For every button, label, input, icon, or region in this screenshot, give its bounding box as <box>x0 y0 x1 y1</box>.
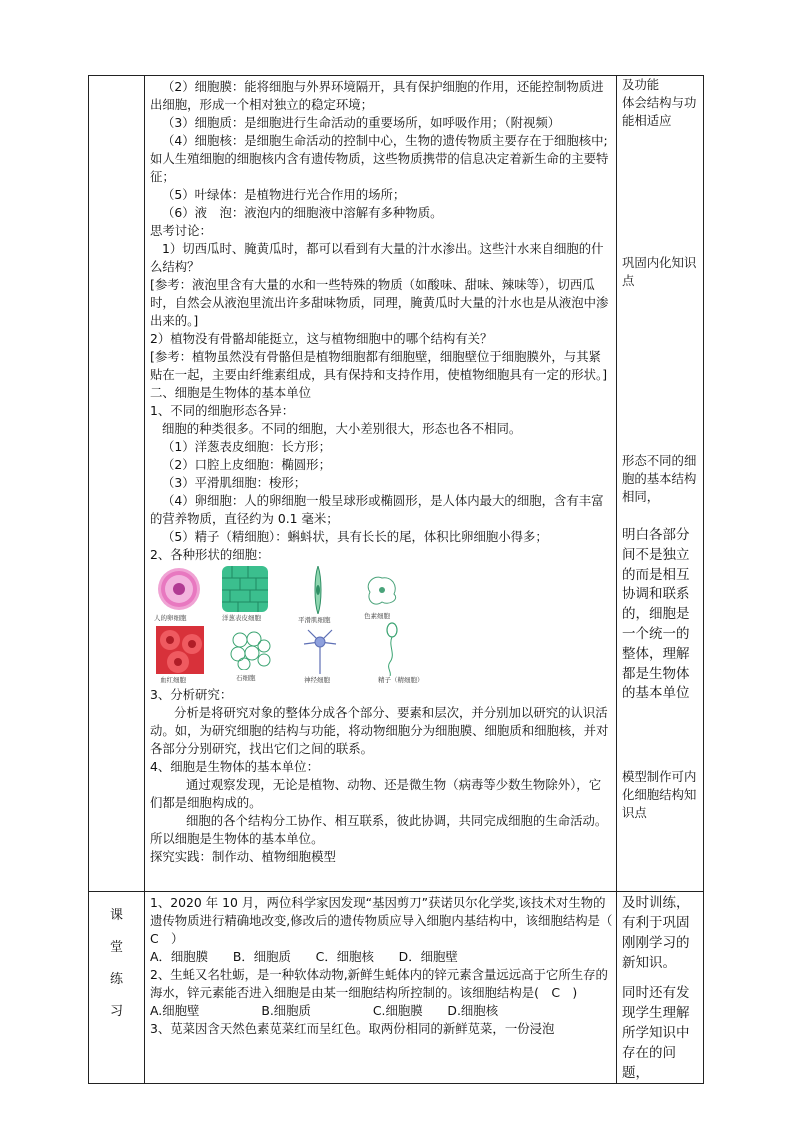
muscle-cell-image <box>306 566 330 614</box>
text-line: （2）细胞膜：能将细胞与外界环境隔开，具有保护细胞的作用，还能控制物质进出细胞，形成一个相对独立的稳定环境； <box>150 79 604 112</box>
practice-label-char: 习 <box>109 1004 123 1019</box>
note-line: 巩固内化知识点 <box>622 255 697 288</box>
row1-content-cell <box>145 76 617 892</box>
practice-label-char: 课 <box>109 908 123 923</box>
text-line: （2）口腔上皮细胞：椭圆形； <box>162 457 331 472</box>
question-line: 3、苋菜因含天然色素苋菜红而呈红色。取两份相同的新鲜苋菜，一份浸泡 <box>150 1021 555 1036</box>
text-line: 1）切西瓜时、腌黄瓜时，都可以看到有大量的汁水渗出。这些汁水来自细胞的什么结构？ <box>150 241 604 274</box>
text-line: 细胞的各个结构分工协作、相互联系，彼此协调，共同完成细胞的生命活动。所以细胞是生物体的基本单位。 <box>150 813 608 846</box>
section-heading: 二、细胞是生物体的基本单位 <box>150 385 312 400</box>
question-options: A．细胞膜 B．细胞质 C．细胞核 D．细胞壁 <box>150 949 458 964</box>
text-line: 3、分析研究： <box>150 687 233 702</box>
question-line: 2、生蚝又名牡蛎，是一种软体动物,新鲜生蚝体内的锌元素含量远远高于它所生存的海水，锌元素能否进入细胞是由某一细胞结构所控制的。该细胞结构是( C ) <box>150 967 608 1000</box>
sperm-cell-caption: 精子（精细胞） <box>378 676 424 684</box>
note-line: 同时还有发现学生理解所学知识中存在的问题， <box>622 985 690 1081</box>
lesson-table <box>88 75 704 1084</box>
note-line: 体会结构与功能相适应 <box>622 95 697 128</box>
text-line: 2、各种形状的细胞： <box>150 547 270 562</box>
text-line: （4）细胞核：是细胞生命活动的控制中心，生物的遗传物质主要存在于细胞核中;如人生殖细胞的细胞核内含有遗传物质，这些物质携带的信息决定着新生命的主要特征； <box>150 133 609 184</box>
row1-label-cell <box>89 76 145 892</box>
egg-cell-image <box>156 566 202 612</box>
text-line: （4）卵细胞：人的卵细胞一般呈球形或椭圆形，是人体内最大的细胞，含有丰富的营养物质，直径约为 0.1 毫米； <box>150 493 604 526</box>
onion-cell-caption: 洋葱表皮细胞 <box>222 614 261 622</box>
text-line: 思考讨论： <box>150 223 212 238</box>
muscle-cell-caption: 平滑肌细胞 <box>298 616 331 624</box>
note-line: 形态不同的细胞的基本结构相同， <box>622 453 697 504</box>
stone-cell-image <box>230 630 272 670</box>
text-line: （3）平滑肌细胞：梭形； <box>162 475 307 490</box>
text-line: 细胞的种类很多。不同的细胞，大小差别很大，形态也各不相同。 <box>162 421 522 436</box>
onion-cell-image <box>222 566 268 612</box>
blood-cell-image <box>156 626 204 674</box>
note-line: 明白各部分间不是独立的而是相互协调和联系的，细胞是一个统一的整体，理解都是生物体的基本单位 <box>622 527 690 702</box>
text-line: [参考：液泡里含有大量的水和一些特殊的物质（如酸味、甜味、辣味等），切西瓜时，自然会从液泡里流出许多甜味物质，同理，腌黄瓜时大量的汁水也是从液泡中渗出来的。] <box>150 277 609 328</box>
practice-content-cell <box>145 892 625 1084</box>
sperm-cell-image <box>380 622 404 676</box>
text-line: 1、不同的细胞形态各异： <box>150 403 295 418</box>
text-line: [参考：植物虽然没有骨骼但是植物细胞都有细胞壁，细胞壁位于细胞膜外，与其紧贴在一起，主要由纤维素组成，具有保持和支持作用，使植物细胞具有一定的形状。] <box>150 349 608 382</box>
note-line: 及功能 <box>622 77 660 92</box>
note-line: 模型制作可内化细胞结构知识点 <box>622 769 697 821</box>
question-line: 1、2020 年 10 月，两位科学家因发现“基因剪刀”获诺贝尔化学奖,该技术对生物的遗传物质进行精确地改变,修改后的遗传物质应导入细胞内基结构中，该细胞结构是（ C ） <box>150 895 625 946</box>
text-line: 2）植物没有骨骼却能挺立，这与植物细胞中的哪个结构有关？ <box>150 331 493 346</box>
practice-label-char: 练 <box>109 972 123 987</box>
text-line: （1）洋葱表皮细胞：长方形； <box>162 439 331 454</box>
practice-label-cell <box>89 892 145 1084</box>
text-line: （5）叶绿体：是植物进行光合作用的场所； <box>162 187 406 202</box>
cell-shapes-figure <box>150 566 613 684</box>
text-line: （5）精子（精细胞）：蝌蚪状，具有长长的尾，体积比卵细胞小得多； <box>162 529 548 544</box>
note-line: 及时训练，有利于巩固刚刚学习的新知识。 <box>622 895 690 971</box>
text-line: 4、细胞是生物体的基本单位： <box>150 759 319 774</box>
text-line: 分析是将研究对象的整体分成各个部分、要素和层次，并分别加以研究的认识活动。如，为研究细胞的结构与功能，将动物细胞分为细胞膜、细胞质和细胞核，并对各部分分别研究，找出它们之间的联系。 <box>150 705 609 756</box>
pigment-cell-caption: 色素细胞 <box>364 612 390 620</box>
question-options: A.细胞壁 B.细胞质 C.细胞膜 D.细胞核 <box>150 1003 499 1018</box>
row1-notes-cell <box>617 76 704 892</box>
text-line: （6）液 泡：液泡内的细胞液中溶解有多种物质。 <box>162 205 443 220</box>
pigment-cell-image <box>362 572 402 608</box>
nerve-cell-caption: 神经细胞 <box>304 676 330 684</box>
egg-cell-caption: 人的卵细胞 <box>154 614 187 622</box>
blood-cell-caption: 血红细胞 <box>160 676 186 684</box>
practice-notes-cell <box>617 892 704 1084</box>
text-line: 探究实践：制作动、植物细胞模型 <box>150 849 336 864</box>
practice-label-char: 堂 <box>109 940 123 955</box>
text-line: 通过观察发现，无论是植物、动物、还是微生物（病毒等少数生物除外），它们都是细胞构成的。 <box>150 777 602 810</box>
nerve-cell-image <box>300 624 340 676</box>
stone-cell-caption: 石细胞 <box>236 674 256 682</box>
text-line: （3）细胞质：是细胞进行生命活动的重要场所，如呼吸作用；（附视频） <box>162 115 561 130</box>
